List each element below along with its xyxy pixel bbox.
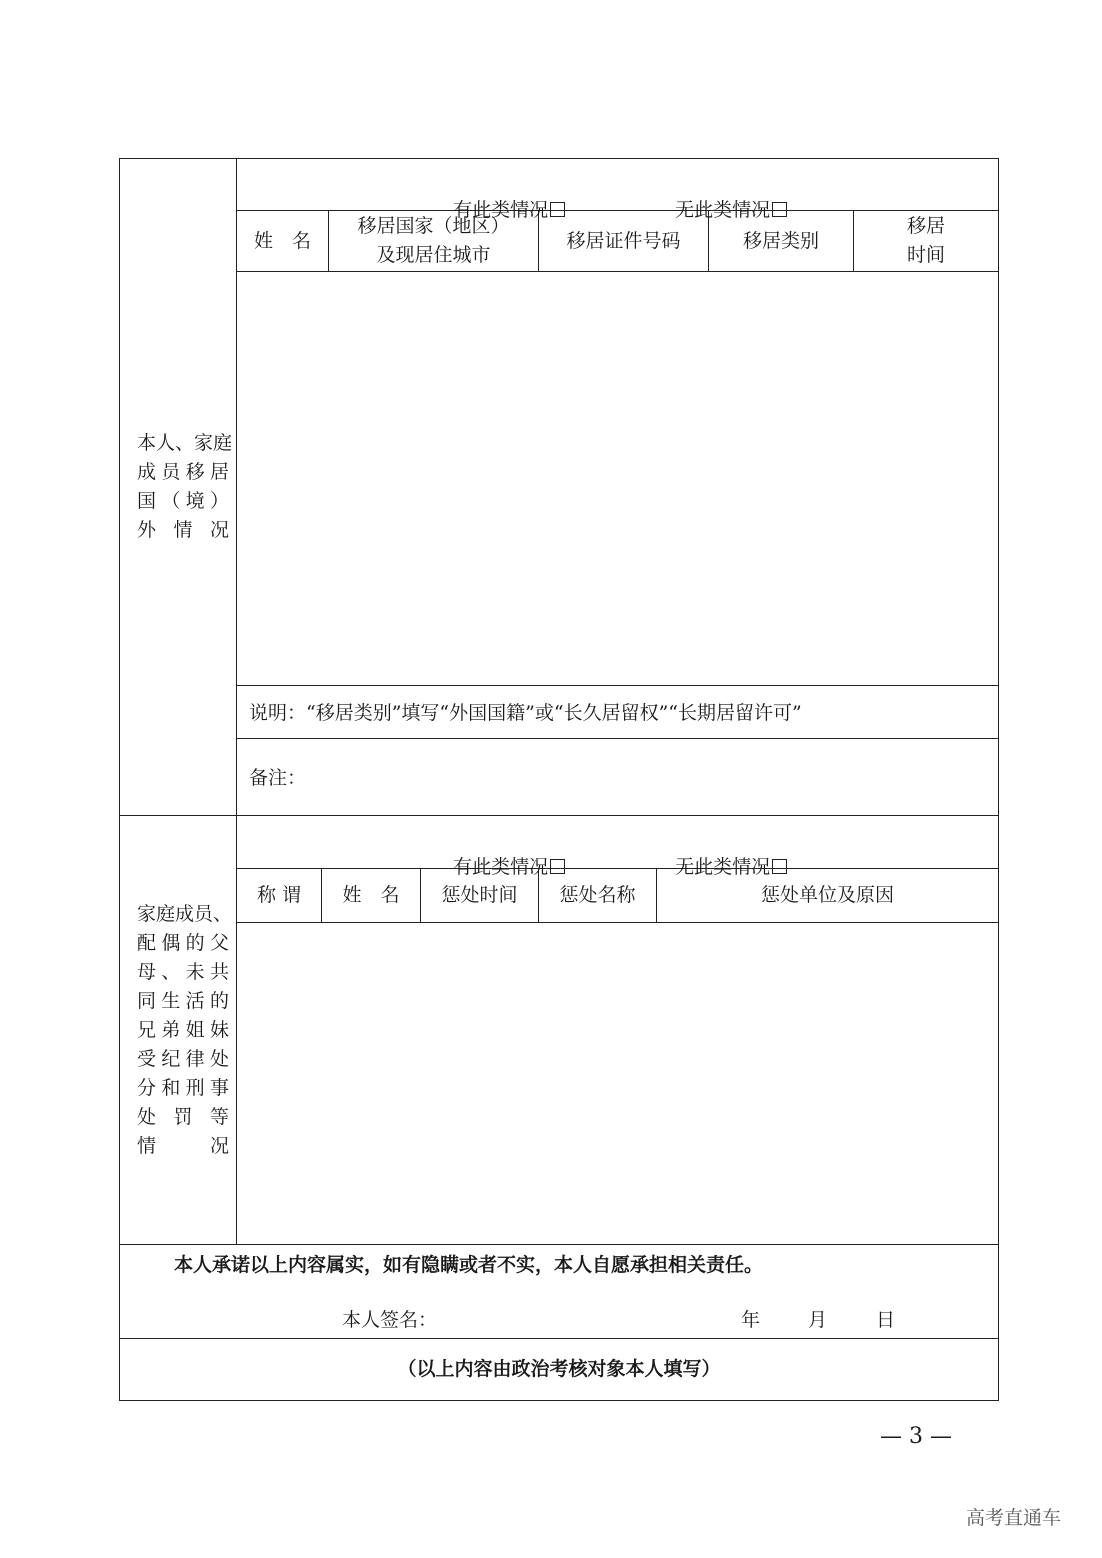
signature-field[interactable] — [440, 1300, 720, 1336]
pledge-top-border — [119, 1244, 999, 1245]
pledge-statement: 本人承诺以上内容属实，如有隐瞒或者不实，本人自愿承担相关责任。 — [174, 1254, 764, 1276]
s1-header-migration-time: 移居 时间 — [906, 215, 945, 266]
footer-note: （以上内容由政治考核对象本人填写） — [397, 1358, 721, 1380]
s1-header-certificate-number: 移居证件号码 — [566, 229, 681, 252]
s2-header-name: 姓 名 — [342, 884, 400, 906]
section-divider — [119, 815, 999, 816]
s1-explanation-bottom — [236, 738, 999, 739]
s2-label-line: 兄弟姐妹 — [137, 1019, 229, 1041]
s1-remarks-field[interactable] — [320, 745, 990, 807]
s1-entry-area[interactable] — [237, 272, 998, 685]
s2-header-penalty-unit-reason: 惩处单位及原因 — [760, 884, 894, 906]
s2-label-line: 处罚等 — [137, 1106, 229, 1128]
s1-label-line: 本人、家庭 — [137, 432, 233, 454]
s1-no-case-label: 无此类情况 — [675, 199, 771, 221]
s2-label-line: 受纪律处 — [137, 1048, 229, 1070]
date-month-label: 月 — [808, 1309, 828, 1331]
s2-header-penalty-name: 惩处名称 — [559, 884, 636, 906]
s1-header-country-city: 移居国家（地区） 及现居住城市 — [357, 215, 510, 266]
s2-label-line: 家庭成员、 — [137, 903, 233, 925]
watermark-text: 高考直通车 — [966, 1507, 1062, 1529]
s2-label-line: 配偶的父 — [137, 932, 229, 954]
table-right-border — [998, 158, 999, 1401]
s2-no-case-label: 无此类情况 — [675, 856, 771, 878]
s2-header-relation: 称 谓 — [256, 884, 302, 906]
s1-header-migration-type: 移居类别 — [742, 229, 819, 252]
s2-entry-area[interactable] — [237, 923, 998, 1244]
s1-header-name: 姓 名 — [253, 229, 311, 252]
s1-explanation: 说明：“移居类别”填写“外国国籍”或“长久居留权”“长期居留许可” — [249, 702, 802, 724]
s1-label-line: 国（境） — [137, 490, 229, 512]
s2-has-case-label: 有此类情况 — [453, 856, 549, 878]
date-day-label: 日 — [876, 1309, 896, 1331]
table-top-border — [119, 158, 999, 159]
table-bottom-border — [119, 1400, 999, 1401]
date-year-label: 年 — [741, 1309, 761, 1331]
table-left-border — [119, 158, 120, 1401]
s2-label-line: 情况 — [137, 1135, 229, 1157]
s2-label-line: 母、未共 — [137, 961, 229, 983]
page-number: — 3 — — [880, 1424, 952, 1449]
s2-header-penalty-time: 惩处时间 — [441, 884, 518, 906]
s2-label-line: 分和刑事 — [137, 1077, 229, 1099]
s2-label-line: 同生活的 — [137, 990, 229, 1012]
s1-label-line: 外情况 — [137, 519, 229, 541]
signature-label: 本人签名： — [342, 1309, 438, 1331]
s1-has-case-label: 有此类情况 — [453, 199, 549, 221]
s2-section-label — [137, 900, 233, 1161]
s1-section-label — [137, 429, 233, 545]
s1-label-line: 成员移居 — [137, 461, 229, 483]
s1-remarks-label: 备注： — [249, 767, 307, 789]
s1-body-bottom — [236, 685, 999, 686]
